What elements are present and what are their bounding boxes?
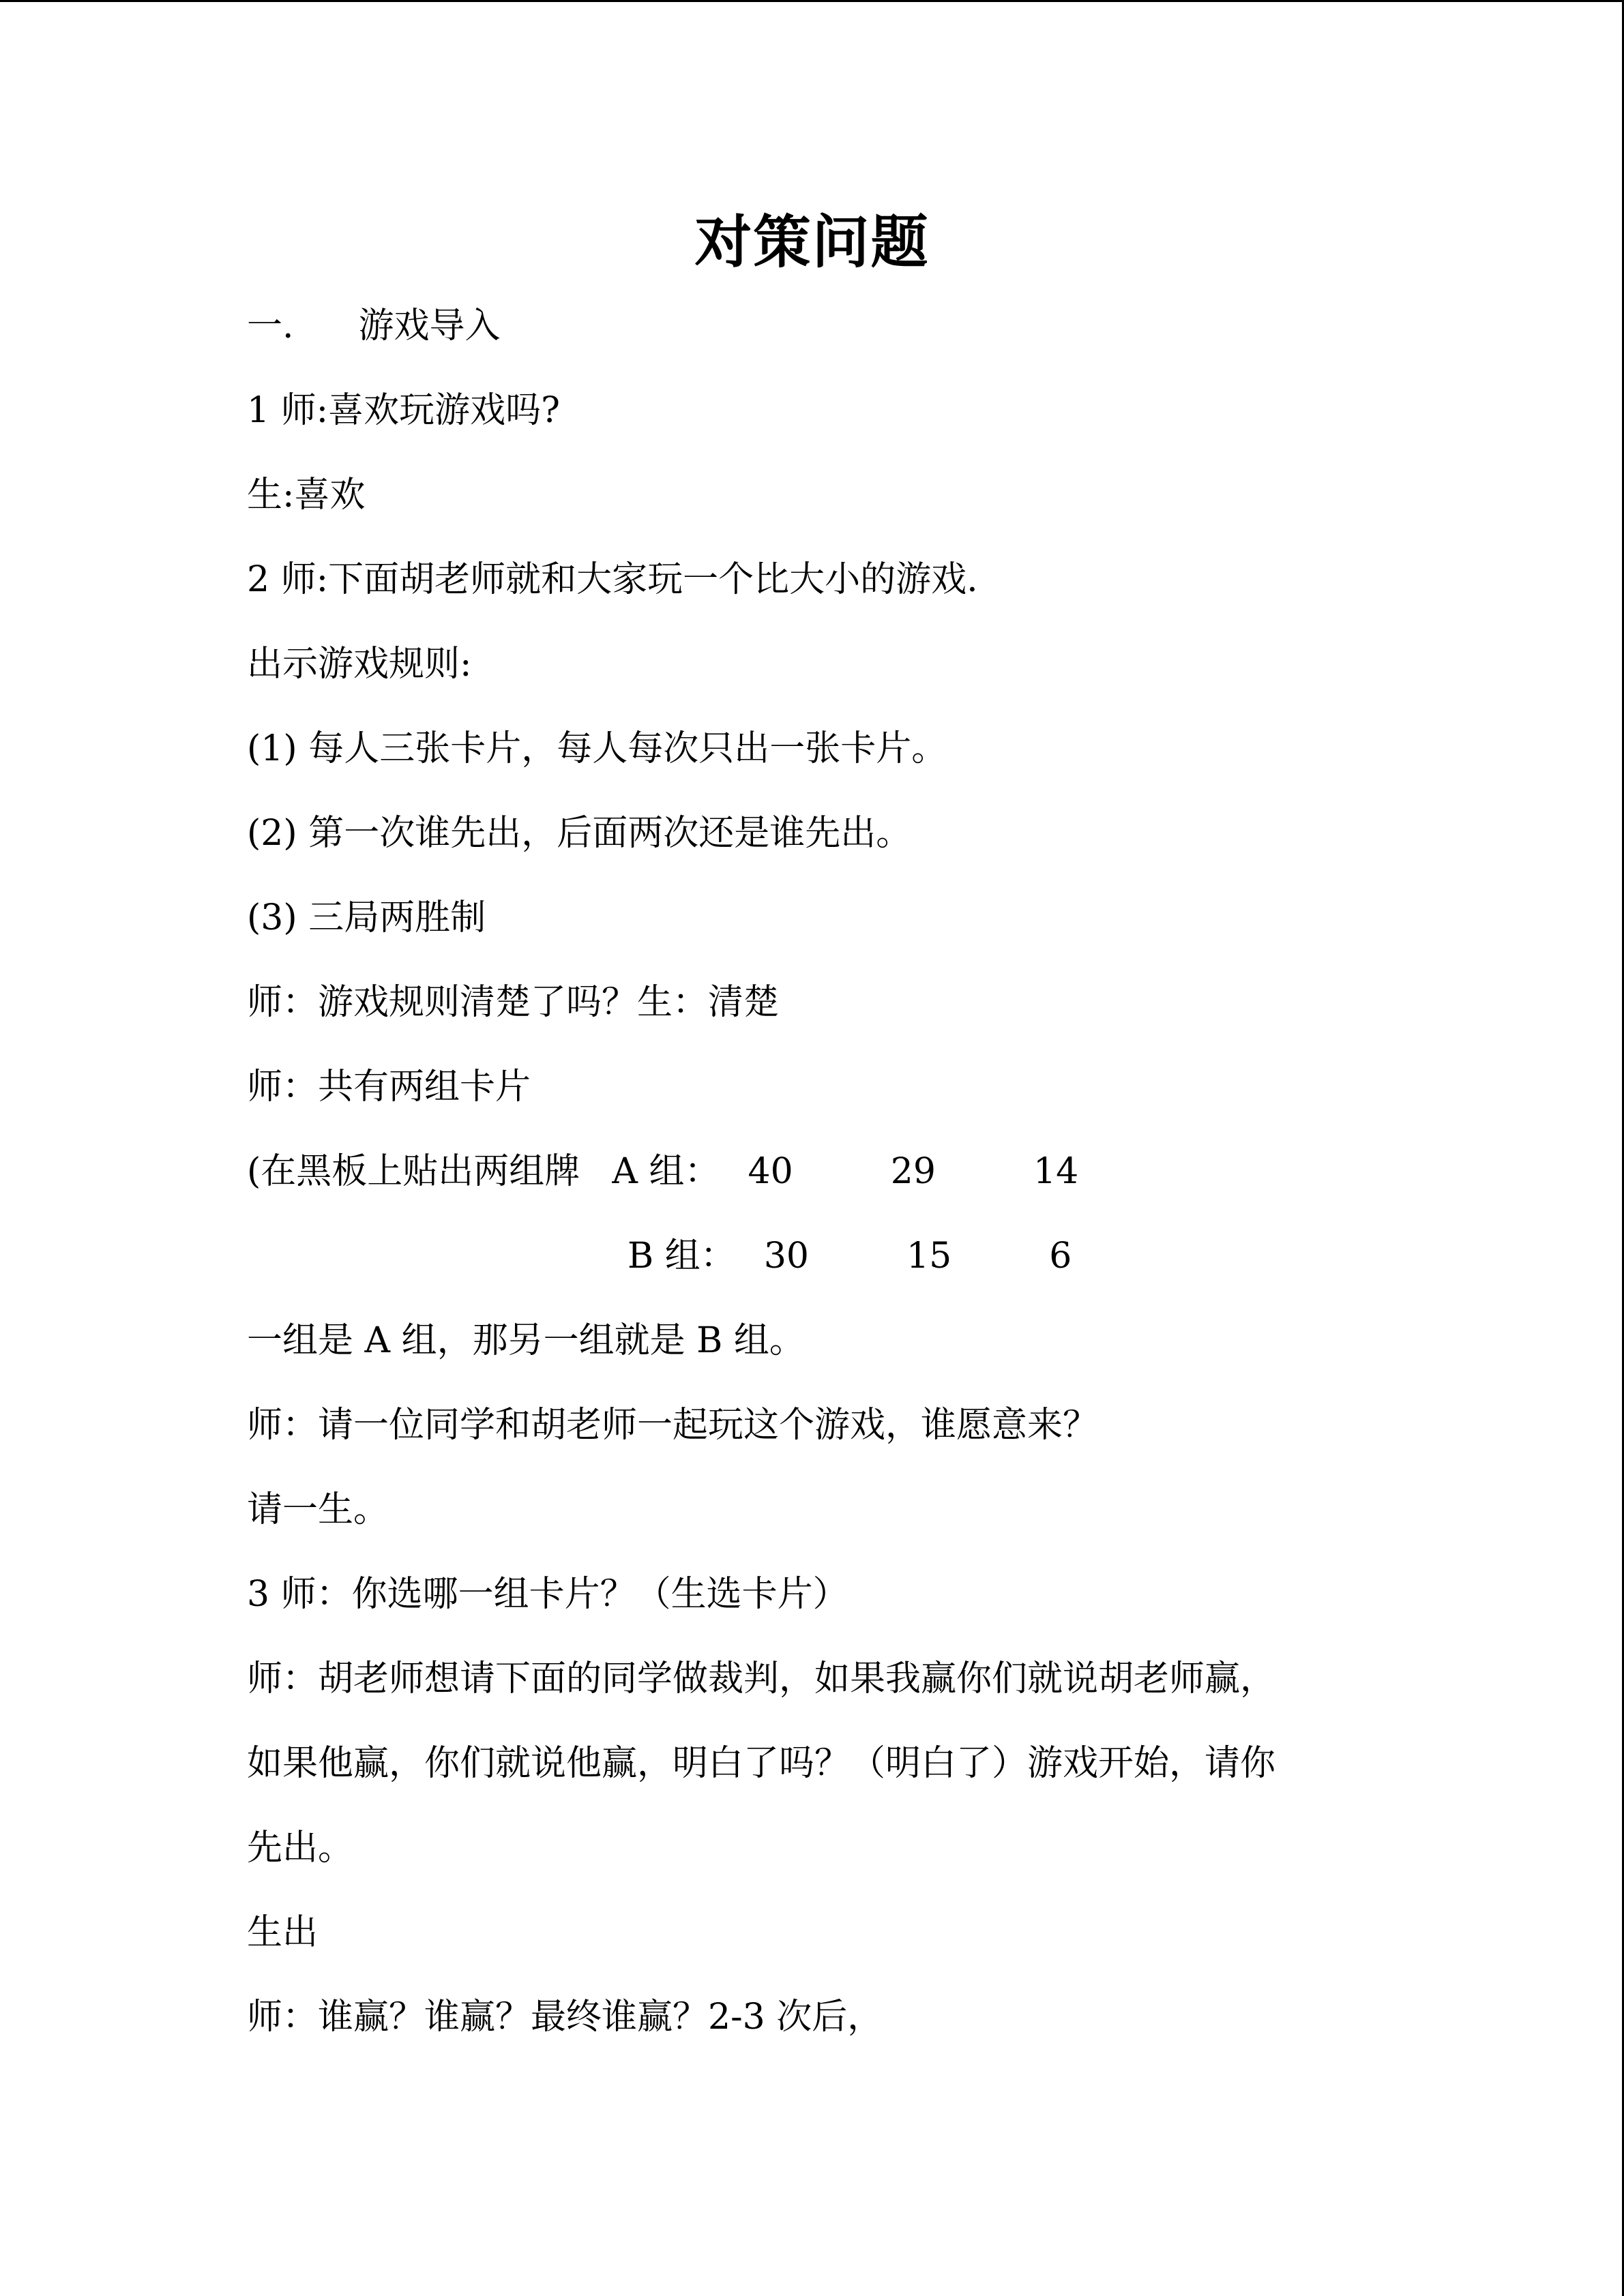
paragraph-line: 师：谁赢？谁赢？最终谁赢？2-3 次后， bbox=[247, 1997, 883, 2038]
group-b-label: B 组： bbox=[628, 1236, 736, 1277]
card-group-a-line bbox=[247, 1148, 1078, 1195]
paragraph-line: 3 师：你选哪一组卡片？（生选卡片） bbox=[247, 1574, 848, 1615]
paragraph-line: 1 师:喜欢玩游戏吗? bbox=[247, 390, 561, 431]
paragraph-line: 请一生。 bbox=[247, 1489, 389, 1530]
group-a-card: 40 bbox=[748, 1151, 793, 1192]
group-a-label: A 组： bbox=[612, 1151, 720, 1192]
group-b-card: 15 bbox=[906, 1236, 952, 1277]
group-a-card: 29 bbox=[890, 1151, 936, 1192]
paragraph-line: 一组是 A 组，那另一组就是 B 组。 bbox=[247, 1320, 805, 1361]
paragraph-line: 生:喜欢 bbox=[247, 475, 366, 516]
paragraph-line: 先出。 bbox=[247, 1828, 354, 1868]
cards-intro: (在黑板上贴出两组牌 bbox=[247, 1151, 580, 1192]
section-number: 一. bbox=[247, 305, 294, 346]
paragraph-line: 生出 bbox=[247, 1912, 319, 1953]
section-title: 游戏导入 bbox=[358, 305, 501, 346]
group-b-card: 6 bbox=[1049, 1236, 1072, 1277]
paragraph-line: 2 师:下面胡老师就和大家玩一个比大小的游戏. bbox=[247, 559, 978, 600]
paragraph-line: 出示游戏规则: bbox=[247, 644, 472, 685]
paragraph-line: 师：共有两组卡片 bbox=[247, 1067, 531, 1107]
paragraph-line: 师：胡老师想请下面的同学做裁判，如果我赢你们就说胡老师赢， bbox=[247, 1658, 1276, 1699]
section-heading bbox=[247, 302, 501, 350]
paragraph-line: 师：游戏规则清楚了吗？生：清楚 bbox=[247, 982, 780, 1023]
group-b-card: 30 bbox=[763, 1236, 809, 1277]
rule-item: (3) 三局两胜制 bbox=[247, 897, 486, 938]
rule-item: (1) 每人三张卡片，每人每次只出一张卡片。 bbox=[247, 728, 947, 769]
card-group-b-line bbox=[628, 1232, 1072, 1280]
document-title: 对策问题 bbox=[694, 208, 930, 275]
group-a-card: 14 bbox=[1033, 1151, 1079, 1192]
paragraph-line: 如果他赢，你们就说他赢，明白了吗？（明白了）游戏开始，请你 bbox=[247, 1743, 1276, 1784]
paragraph-line: 师：请一位同学和胡老师一起玩这个游戏，谁愿意来？ bbox=[247, 1405, 1099, 1446]
rule-item: (2) 第一次谁先出，后面两次还是谁先出。 bbox=[247, 813, 912, 854]
